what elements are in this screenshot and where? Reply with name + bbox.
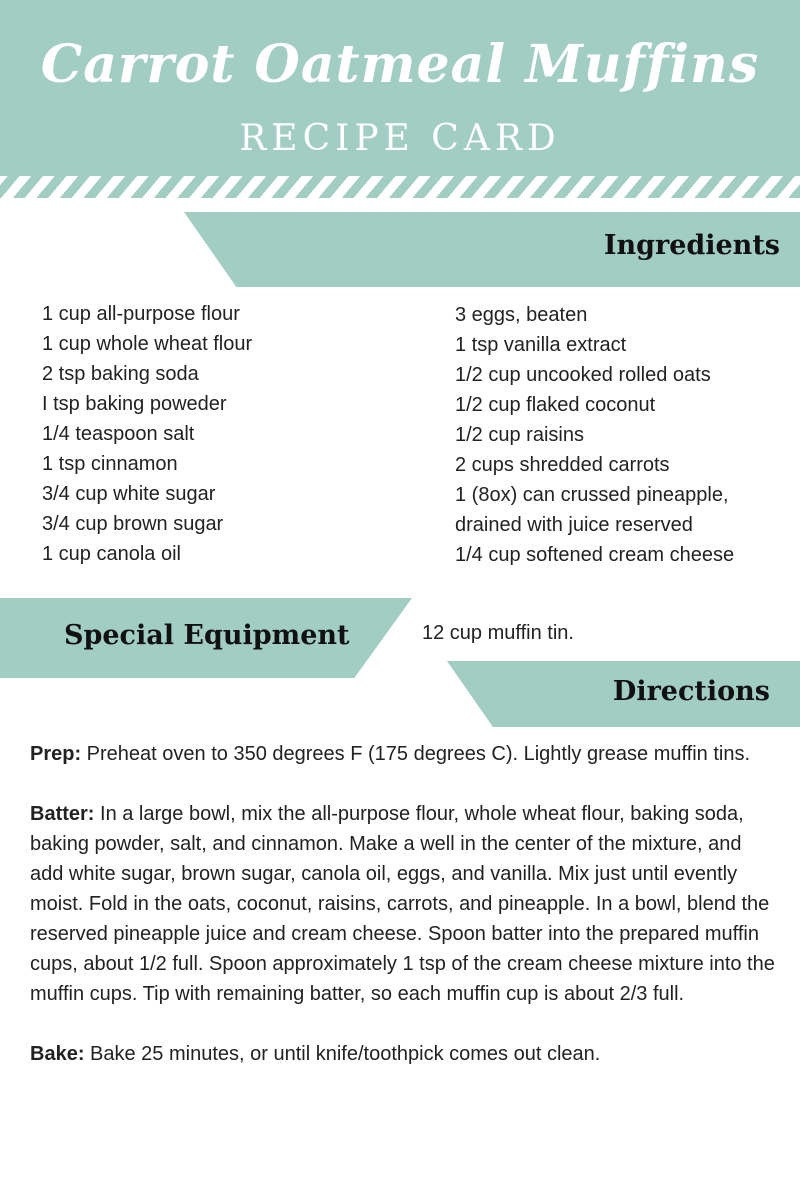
- ingredient-item: 1/2 cup raisins: [455, 424, 584, 446]
- ingredient-item: 3/4 cup white sugar: [42, 483, 216, 505]
- ingredient-item: 1 cup all-purpose flour: [42, 303, 240, 325]
- direction-step-batter: [30, 799, 780, 1009]
- ingredients-heading: Ingredients: [603, 230, 780, 261]
- ingredient-item: I tsp baking poweder: [42, 393, 227, 415]
- directions-body: [30, 739, 780, 1099]
- step-label: Prep:: [30, 743, 82, 765]
- ingredient-item: 3/4 cup brown sugar: [42, 513, 224, 535]
- directions-heading: Directions: [612, 676, 770, 707]
- step-label: Batter:: [30, 803, 95, 825]
- header-banner: [0, 0, 800, 176]
- direction-step-bake: [30, 1039, 780, 1069]
- step-text: Preheat oven to 350 degrees F (175 degrees C). Lightly grease muffin tins.: [81, 743, 751, 765]
- ingredient-item: 3 eggs, beaten: [455, 304, 588, 326]
- ingredient-item: 1 cup whole wheat flour: [42, 333, 253, 355]
- ingredient-item: 1/2 cup uncooked rolled oats: [455, 364, 711, 386]
- direction-step-prep: [30, 739, 780, 769]
- ingredient-item: 1/4 teaspoon salt: [42, 423, 195, 445]
- recipe-subtitle: RECIPE CARD: [239, 118, 561, 159]
- ingredient-item: 1 (8ox) can crussed pineapple,: [455, 484, 729, 506]
- ingredient-item: 1/2 cup flaked coconut: [455, 394, 656, 416]
- ingredient-item: 1 tsp cinnamon: [42, 453, 178, 475]
- ingredient-item: 1/4 cup softened cream cheese: [455, 544, 735, 566]
- step-text: Bake 25 minutes, or until knife/toothpick comes out clean.: [84, 1043, 601, 1065]
- equipment-text: 12 cup muffin tin.: [422, 622, 574, 644]
- ingredient-item: drained with juice reserved: [455, 514, 693, 536]
- ingredients-list-left: [42, 299, 422, 569]
- recipe-title: Carrot Oatmeal Muffins: [40, 34, 760, 95]
- striped-divider: [0, 176, 800, 198]
- ingredient-item: 1 tsp vanilla extract: [455, 334, 627, 356]
- equipment-heading: Special Equipment: [64, 620, 350, 651]
- ingredient-item: 2 tsp baking soda: [42, 363, 199, 385]
- step-label: Bake:: [30, 1043, 85, 1065]
- ingredient-item: 2 cups shredded carrots: [455, 454, 670, 476]
- ingredient-item: 1 cup canola oil: [42, 543, 181, 565]
- step-text: In a large bowl, mix the all-purpose flour, whole wheat flour, baking soda, baking powder, salt, and cinnamon. Make a well in the center of the mixture, and add white sugar, brown sugar, canola oil, eggs, and vanilla. Mix just until evently moist. Fold in the oats, coconut, raisins, carrots, and pineapple. In a bowl, blend the reserved pineapple juice and cream cheese. Spoon batter into the prepared muffin cups, about 1/2 full. Spoon approximately 1 tsp of the cream cheese mixture into the muffin cups. Tip with remaining batter, so each muffin cup is about 2/3 full.: [30, 803, 775, 1005]
- ingredients-list-right: [455, 300, 795, 570]
